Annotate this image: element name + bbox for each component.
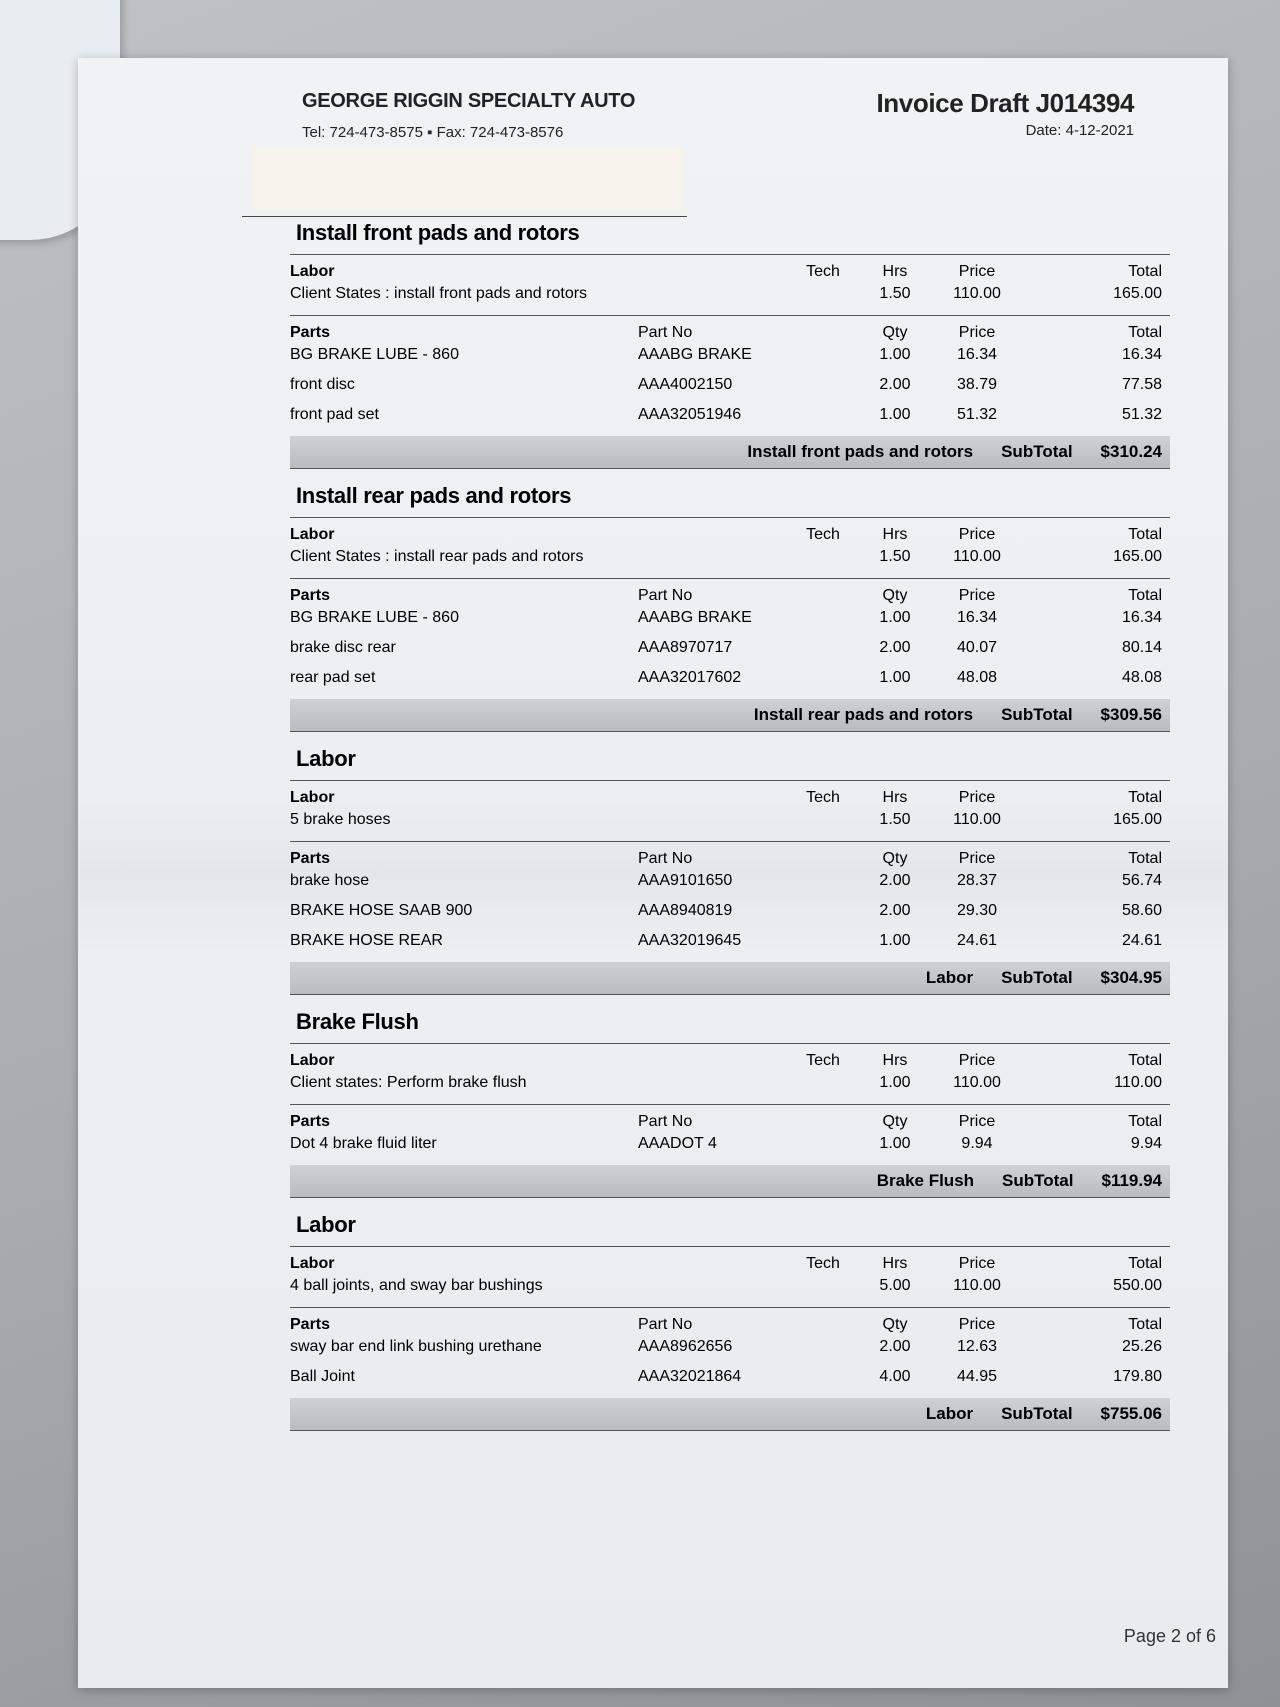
part-total: 51.32 — [1121, 406, 1162, 423]
invoice-section — [290, 1212, 1170, 1431]
part-price: 44.95 — [956, 1368, 998, 1385]
subtotal-amount: $310.24 — [1100, 442, 1162, 461]
subtotal-section-label: Labor — [925, 1404, 974, 1423]
part-name: front pad set — [290, 406, 379, 423]
hrs-heading: Hrs — [882, 263, 908, 280]
labor-total: 550.00 — [1113, 1277, 1162, 1294]
subtotal-section-label: Labor — [925, 968, 974, 987]
part-total: 179.80 — [1113, 1368, 1162, 1385]
labor-block — [290, 1246, 1170, 1295]
part-total: 16.34 — [1121, 609, 1162, 626]
hrs-heading: Hrs — [882, 1052, 908, 1069]
tech-heading: Tech — [806, 789, 840, 806]
labor-block — [290, 1043, 1170, 1092]
part-price: 48.08 — [956, 669, 998, 686]
labor-row — [290, 281, 1170, 303]
part-price: 16.34 — [956, 609, 998, 626]
redacted-address — [252, 148, 684, 210]
part-total: 77.58 — [1121, 376, 1162, 393]
part-row — [290, 1356, 1170, 1386]
tech-heading: Tech — [806, 1255, 840, 1272]
labor-hours: 1.50 — [879, 285, 911, 302]
part-no-heading: Part No — [638, 1316, 693, 1333]
hrs-heading: Hrs — [882, 1255, 908, 1272]
parts-header-row — [290, 846, 1170, 868]
part-name: brake hose — [290, 872, 370, 889]
part-qty: 2.00 — [879, 902, 911, 919]
labor-price: 110.00 — [953, 285, 1001, 302]
part-total: 58.60 — [1121, 902, 1162, 919]
subtotal-label: SubTotal — [1001, 968, 1073, 987]
subtotal-amount: $304.95 — [1100, 968, 1162, 987]
part-number: AAABG BRAKE — [638, 609, 752, 626]
part-row — [290, 342, 1170, 364]
part-qty: 1.00 — [879, 609, 911, 626]
price-heading: Price — [958, 1052, 996, 1069]
parts-heading: Parts — [290, 324, 331, 341]
subtotal-label: SubTotal — [1001, 442, 1073, 461]
part-name: BG BRAKE LUBE - 860 — [290, 609, 459, 626]
part-number: AAA32051946 — [638, 406, 742, 423]
price-heading: Price — [958, 526, 996, 543]
section-title: Labor — [296, 1212, 356, 1237]
part-no-heading: Part No — [638, 324, 693, 341]
part-number: AAA9101650 — [638, 872, 733, 889]
total-heading: Total — [1128, 789, 1162, 806]
labor-heading: Labor — [290, 263, 335, 280]
labor-heading: Labor — [290, 789, 335, 806]
labor-total: 110.00 — [1114, 1074, 1162, 1091]
part-total: 56.74 — [1121, 872, 1162, 889]
labor-block — [290, 517, 1170, 566]
parts-block — [290, 841, 1170, 950]
price-heading: Price — [958, 1316, 996, 1333]
part-row — [290, 364, 1170, 394]
hrs-heading: Hrs — [882, 789, 908, 806]
total-heading: Total — [1128, 1052, 1162, 1069]
part-qty: 1.00 — [879, 346, 911, 363]
labor-row — [290, 807, 1170, 829]
labor-total: 165.00 — [1113, 548, 1162, 565]
part-price: 24.61 — [956, 932, 998, 949]
part-total: 9.94 — [1130, 1135, 1162, 1152]
part-qty: 2.00 — [879, 1338, 911, 1355]
qty-heading: Qty — [882, 324, 908, 341]
part-number: AAA4002150 — [638, 376, 733, 393]
part-qty: 1.00 — [879, 932, 911, 949]
subtotal-bar — [290, 962, 1170, 995]
labor-row — [290, 544, 1170, 566]
company-name: GEORGE RIGGIN SPECIALTY AUTO — [302, 90, 636, 112]
subtotal-amount: $309.56 — [1100, 705, 1162, 724]
labor-price: 110.00 — [953, 1277, 1001, 1294]
labor-heading: Labor — [290, 526, 335, 543]
labor-header-row — [290, 1048, 1170, 1070]
subtotal-bar — [290, 699, 1170, 732]
part-number: AAA8940819 — [638, 902, 733, 919]
subtotal-amount: $755.06 — [1100, 1404, 1162, 1423]
part-name: rear pad set — [290, 669, 376, 686]
part-qty: 4.00 — [879, 1368, 911, 1385]
section-title: Install front pads and rotors — [296, 220, 580, 245]
company-contact: Tel: 724-473-8575 ▪ Fax: 724-473-8576 — [302, 124, 564, 141]
tech-heading: Tech — [806, 526, 840, 543]
labor-heading: Labor — [290, 1255, 335, 1272]
part-name: sway bar end link bushing urethane — [290, 1338, 542, 1355]
part-row — [290, 920, 1170, 950]
part-price: 28.37 — [956, 872, 998, 889]
labor-block — [290, 254, 1170, 303]
part-total: 25.26 — [1121, 1338, 1162, 1355]
labor-header-row — [290, 785, 1170, 807]
price-heading: Price — [958, 789, 996, 806]
part-number: AAADOT 4 — [638, 1135, 717, 1152]
part-no-heading: Part No — [638, 587, 693, 604]
price-heading: Price — [958, 850, 996, 867]
part-price: 12.63 — [956, 1338, 998, 1355]
invoice-section — [290, 220, 1170, 469]
labor-hours: 5.00 — [879, 1277, 911, 1294]
part-name: BRAKE HOSE SAAB 900 — [290, 902, 473, 919]
parts-header-row — [290, 583, 1170, 605]
price-heading: Price — [958, 1113, 996, 1130]
part-row — [290, 1334, 1170, 1356]
part-name: BG BRAKE LUBE - 860 — [290, 346, 459, 363]
labor-hours: 1.00 — [879, 1074, 911, 1091]
hrs-heading: Hrs — [882, 526, 908, 543]
parts-heading: Parts — [290, 1113, 331, 1130]
part-total: 16.34 — [1121, 346, 1162, 363]
section-title: Install rear pads and rotors — [296, 483, 572, 508]
part-row — [290, 868, 1170, 890]
labor-description: 5 brake hoses — [290, 811, 391, 828]
total-heading: Total — [1128, 850, 1162, 867]
part-name: brake disc rear — [290, 639, 396, 656]
part-number: AAA8962656 — [638, 1338, 733, 1355]
part-number: AAA8970717 — [638, 639, 733, 656]
invoice-section — [290, 1009, 1170, 1198]
parts-header-row — [290, 320, 1170, 342]
subtotal-amount: $119.94 — [1101, 1171, 1162, 1190]
parts-heading: Parts — [290, 850, 331, 867]
part-price: 29.30 — [956, 902, 998, 919]
labor-header-row — [290, 1251, 1170, 1273]
labor-header-row — [290, 259, 1170, 281]
part-number: AAA32021864 — [638, 1368, 742, 1385]
labor-price: 110.00 — [953, 1074, 1001, 1091]
part-qty: 1.00 — [879, 1135, 911, 1152]
part-no-heading: Part No — [638, 1113, 693, 1130]
labor-hours: 1.50 — [879, 548, 911, 565]
part-name: BRAKE HOSE REAR — [290, 932, 443, 949]
part-total: 48.08 — [1121, 669, 1162, 686]
parts-header-row — [290, 1312, 1170, 1334]
labor-row — [290, 1070, 1170, 1092]
labor-total: 165.00 — [1113, 285, 1162, 302]
part-price: 9.94 — [961, 1135, 993, 1152]
total-heading: Total — [1128, 1316, 1162, 1333]
total-heading: Total — [1128, 526, 1162, 543]
qty-heading: Qty — [882, 1316, 908, 1333]
invoice-section — [290, 483, 1170, 732]
part-number: AAA32017602 — [638, 669, 742, 686]
part-qty: 2.00 — [879, 639, 911, 656]
section-title: Brake Flush — [296, 1009, 419, 1034]
part-number: AAA32019645 — [638, 932, 742, 949]
part-name: Dot 4 brake fluid liter — [290, 1135, 437, 1152]
part-total: 24.61 — [1121, 932, 1162, 949]
labor-block — [290, 780, 1170, 829]
total-heading: Total — [1128, 324, 1162, 341]
labor-hours: 1.50 — [879, 811, 911, 828]
subtotal-bar — [290, 436, 1170, 469]
part-qty: 2.00 — [879, 872, 911, 889]
labor-description: 4 ball joints, and sway bar bushings — [290, 1277, 543, 1294]
part-row — [290, 605, 1170, 627]
divider — [242, 216, 687, 217]
labor-heading: Labor — [290, 1052, 335, 1069]
total-heading: Total — [1128, 263, 1162, 280]
invoice-sections — [290, 220, 1170, 1445]
part-qty: 1.00 — [879, 669, 911, 686]
part-no-heading: Part No — [638, 850, 693, 867]
part-price: 16.34 — [956, 346, 998, 363]
labor-total: 165.00 — [1113, 811, 1162, 828]
subtotal-bar — [290, 1165, 1170, 1198]
labor-description: Client States : install front pads and rotors — [290, 285, 588, 302]
labor-description: Client States : install rear pads and rotors — [290, 548, 584, 565]
labor-header-row — [290, 522, 1170, 544]
parts-block — [290, 578, 1170, 687]
subtotal-section-label: Install rear pads and rotors — [753, 705, 974, 724]
part-total: 80.14 — [1121, 639, 1162, 656]
part-row — [290, 657, 1170, 687]
page-number: Page 2 of 6 — [1123, 1626, 1216, 1646]
part-qty: 1.00 — [879, 406, 911, 423]
parts-heading: Parts — [290, 587, 331, 604]
labor-row — [290, 1273, 1170, 1295]
invoice-title: Invoice Draft J014394 — [876, 88, 1134, 118]
invoice-section — [290, 746, 1170, 995]
parts-block — [290, 1307, 1170, 1386]
subtotal-label: SubTotal — [1002, 1171, 1074, 1190]
part-price: 38.79 — [956, 376, 998, 393]
part-name: Ball Joint — [290, 1368, 355, 1385]
labor-price: 110.00 — [953, 548, 1001, 565]
price-heading: Price — [958, 324, 996, 341]
part-number: AAABG BRAKE — [638, 346, 752, 363]
qty-heading: Qty — [882, 850, 908, 867]
part-qty: 2.00 — [879, 376, 911, 393]
labor-description: Client states: Perform brake flush — [290, 1074, 527, 1091]
part-row — [290, 1131, 1170, 1153]
subtotal-label: SubTotal — [1001, 705, 1073, 724]
subtotal-section-label: Brake Flush — [876, 1171, 975, 1190]
subtotal-bar — [290, 1398, 1170, 1431]
subtotal-section-label: Install front pads and rotors — [747, 442, 974, 461]
qty-heading: Qty — [882, 1113, 908, 1130]
parts-heading: Parts — [290, 1316, 331, 1333]
part-row — [290, 890, 1170, 920]
part-row — [290, 627, 1170, 657]
tech-heading: Tech — [806, 1052, 840, 1069]
parts-block — [290, 1104, 1170, 1153]
subtotal-label: SubTotal — [1001, 1404, 1073, 1423]
part-price: 40.07 — [956, 639, 998, 656]
labor-price: 110.00 — [953, 811, 1001, 828]
price-heading: Price — [958, 1255, 996, 1272]
total-heading: Total — [1128, 1113, 1162, 1130]
part-row — [290, 394, 1170, 424]
price-heading: Price — [958, 587, 996, 604]
qty-heading: Qty — [882, 587, 908, 604]
invoice-date: Date: 4-12-2021 — [1025, 122, 1134, 139]
section-title: Labor — [296, 746, 356, 771]
part-price: 51.32 — [956, 406, 998, 423]
part-name: front disc — [290, 376, 355, 393]
price-heading: Price — [958, 263, 996, 280]
parts-block — [290, 315, 1170, 424]
parts-header-row — [290, 1109, 1170, 1131]
total-heading: Total — [1128, 1255, 1162, 1272]
total-heading: Total — [1128, 587, 1162, 604]
tech-heading: Tech — [806, 263, 840, 280]
